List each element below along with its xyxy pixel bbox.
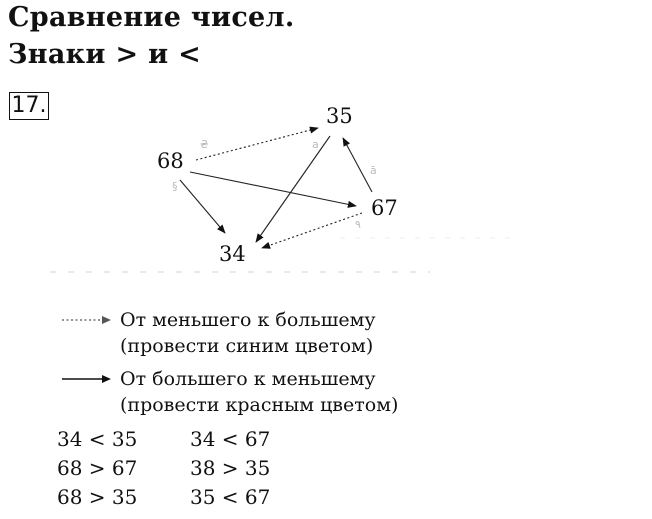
comparison-row xyxy=(57,425,323,454)
legend-dotted-line1: От меньшего к большему xyxy=(120,309,376,331)
legend-solid-line2: (провести красным цветом) xyxy=(120,394,399,416)
comparison-cell: 34 < 35 xyxy=(57,427,138,451)
title-line-2: Знаки > и < xyxy=(8,39,202,70)
comparison-cell: 68 > 35 xyxy=(57,485,138,509)
faint-mark: ā xyxy=(370,164,377,177)
task-number-box: 17. xyxy=(9,92,49,120)
edge-35-to-34-solid xyxy=(256,136,330,242)
node-68: 68 xyxy=(157,149,184,173)
comparison-row xyxy=(57,483,323,512)
comparison-cell: 38 > 35 xyxy=(190,456,271,480)
faint-mark: a xyxy=(312,138,319,151)
legend-solid xyxy=(60,366,398,418)
legend-dotted xyxy=(60,307,376,359)
dotted-arrow-icon xyxy=(60,314,112,326)
comparison-cell: 68 > 67 xyxy=(57,456,138,480)
node-35: 35 xyxy=(326,104,353,128)
edge-68-to-35-dotted xyxy=(196,128,318,160)
faint-mark: § xyxy=(172,180,178,193)
edge-68-to-34-solid xyxy=(180,180,225,233)
edge-67-to-34-dotted xyxy=(262,213,362,248)
comparison-cell: 34 < 67 xyxy=(190,427,271,451)
node-67: 67 xyxy=(371,196,398,220)
node-34: 34 xyxy=(219,242,246,266)
comparisons-grid xyxy=(57,425,323,512)
comparison-row xyxy=(57,454,323,483)
faint-mark: ₴ xyxy=(200,138,209,151)
title-line-1: Сравнение чисел. xyxy=(8,2,295,33)
legend-dotted-line2: (провести синим цветом) xyxy=(120,335,374,357)
edge-67-to-35-solid xyxy=(343,138,372,192)
solid-arrow-icon xyxy=(60,373,112,385)
comparison-cell: 35 < 67 xyxy=(190,485,271,509)
legend-solid-line1: От большего к меньшему xyxy=(120,368,376,390)
edge-68-to-67-solid xyxy=(190,172,356,206)
faint-mark: ٩ xyxy=(355,218,361,231)
